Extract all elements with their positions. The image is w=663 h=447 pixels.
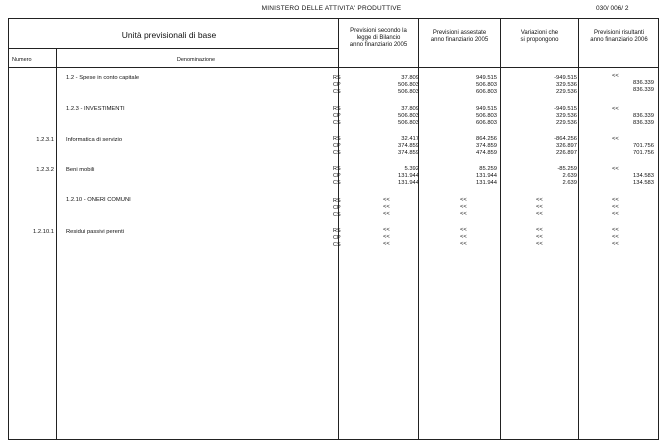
cell-value: <<	[460, 241, 467, 247]
cell-value: 606.803	[476, 120, 497, 126]
cell-value: <<	[383, 241, 390, 247]
cell-value: <<	[460, 227, 467, 233]
row-denominazione: 1.2.3 - INVESTIMENTI	[66, 106, 125, 112]
cell-value: 329.536	[556, 113, 577, 119]
row-type-rs: RS	[333, 106, 341, 112]
row-type-rs: RS	[333, 228, 341, 234]
cell-value: 5.392	[404, 166, 419, 172]
cell-value: <<	[383, 227, 390, 233]
cell-value: <<	[383, 204, 390, 210]
cell-value: <<	[536, 211, 543, 217]
cell-value: 701.756	[633, 143, 654, 149]
cell-value: -85.259	[557, 166, 577, 172]
column-header-variazioni: Variazioni che si propongono	[520, 30, 559, 43]
cell-value: 864.256	[476, 136, 497, 142]
cell-value: 37.809	[401, 106, 419, 112]
row-numero: 1.2.3.2	[36, 167, 54, 173]
cell-value: <<	[460, 197, 467, 203]
cell-value: 506.803	[398, 120, 419, 126]
cell-value: <<	[612, 136, 619, 142]
cell-value: <<	[460, 234, 467, 240]
row-numero: 1.2.3.1	[36, 137, 54, 143]
denominazione-header: Denominazione	[176, 57, 216, 63]
column-header-previsioni-risultanti: Previsioni risultanti anno finanziario 2006	[590, 30, 648, 43]
cell-value: -949.515	[554, 106, 577, 112]
row-type-cs: CS	[333, 242, 341, 248]
cell-value: 229.536	[556, 120, 577, 126]
cell-value: 85.259	[479, 166, 497, 172]
cell-value: <<	[383, 197, 390, 203]
row-type-cs: CS	[333, 212, 341, 218]
row-type-cp: CP	[333, 205, 341, 211]
row-denominazione: Residui passivi perenti	[66, 229, 124, 235]
divider-vertical	[500, 18, 501, 440]
divider-horizontal	[8, 67, 659, 68]
cell-value: 131.944	[398, 180, 419, 186]
row-type-cp: CP	[333, 235, 341, 241]
cell-value: 134.583	[633, 180, 654, 186]
cell-value: 2.639	[562, 173, 577, 179]
page-reference: 030/ 006/ 2	[596, 5, 629, 12]
cell-value: <<	[612, 73, 619, 79]
ministry-title: MINISTERO DELLE ATTIVITA' PRODUTTIVE	[261, 5, 402, 12]
cell-value: 374.859	[398, 143, 419, 149]
cell-value: <<	[612, 211, 619, 217]
cell-value: <<	[612, 166, 619, 172]
cell-value: 836.339	[633, 120, 654, 126]
row-type-cs: CS	[333, 120, 341, 126]
cell-value: 374.859	[476, 143, 497, 149]
cell-value: <<	[612, 106, 619, 112]
cell-value: -949.515	[554, 75, 577, 81]
row-type-cs: CS	[333, 150, 341, 156]
cell-value: 506.803	[398, 82, 419, 88]
cell-value: <<	[612, 227, 619, 233]
row-type-cs: CS	[333, 180, 341, 186]
cell-value: <<	[536, 227, 543, 233]
divider-vertical	[56, 48, 57, 440]
row-type-cp: CP	[333, 82, 341, 88]
row-type-rs: RS	[333, 75, 341, 81]
cell-value: 329.536	[556, 82, 577, 88]
cell-value: <<	[460, 204, 467, 210]
cell-value: 2.639	[562, 180, 577, 186]
cell-value: 226.897	[556, 150, 577, 156]
cell-value: 131.944	[476, 173, 497, 179]
cell-value: 474.859	[476, 150, 497, 156]
row-type-cp: CP	[333, 113, 341, 119]
row-type-cp: CP	[333, 173, 341, 179]
cell-value: 229.536	[556, 89, 577, 95]
divider-horizontal	[8, 48, 339, 49]
cell-value: 326.897	[556, 143, 577, 149]
cell-value: <<	[612, 204, 619, 210]
cell-value: 131.944	[398, 173, 419, 179]
cell-value: 32.417	[401, 136, 419, 142]
cell-value: <<	[536, 234, 543, 240]
cell-value: <<	[612, 234, 619, 240]
row-type-rs: RS	[333, 166, 341, 172]
numero-header: Numero	[12, 57, 32, 63]
cell-value: 506.803	[398, 89, 419, 95]
row-denominazione: Beni mobili	[66, 167, 95, 173]
row-denominazione: 1.2 - Spese in conto capitale	[66, 75, 140, 81]
row-type-rs: RS	[333, 136, 341, 142]
cell-value: <<	[612, 241, 619, 247]
divider-vertical	[578, 18, 579, 440]
cell-value: 374.859	[398, 150, 419, 156]
cell-value: 949.515	[476, 75, 497, 81]
row-type-cp: CP	[333, 143, 341, 149]
column-header-previsioni-assestate: Previsioni assestate anno finanziario 2005	[430, 30, 489, 43]
column-header-previsioni-bilancio: Previsioni secondo la legge di Bilancio anno finanziario 2005	[349, 28, 408, 48]
cell-value: <<	[536, 241, 543, 247]
cell-value: <<	[460, 211, 467, 217]
cell-value: <<	[536, 197, 543, 203]
row-type-cs: CS	[333, 89, 341, 95]
cell-value: 134.583	[633, 173, 654, 179]
cell-value: 506.803	[398, 113, 419, 119]
row-denominazione: 1.2.10 - ONERI COMUNI	[66, 197, 131, 203]
cell-value: 949.515	[476, 106, 497, 112]
row-type-rs: RS	[333, 198, 341, 204]
row-denominazione: Informatica di servizio	[66, 137, 123, 143]
row-numero: 1.2.10.1	[33, 229, 54, 235]
cell-value: 701.756	[633, 150, 654, 156]
cell-value: 836.339	[633, 80, 654, 86]
cell-value: <<	[383, 234, 390, 240]
cell-value: -864.256	[554, 136, 577, 142]
cell-value: 836.339	[633, 113, 654, 119]
cell-value: 836.339	[633, 87, 654, 93]
cell-value: 37.809	[401, 75, 419, 81]
cell-value: 131.944	[476, 180, 497, 186]
cell-value: <<	[536, 204, 543, 210]
cell-value: 606.803	[476, 89, 497, 95]
cell-value: 506.803	[476, 113, 497, 119]
unita-header: Unità previsionali di base	[121, 30, 217, 40]
cell-value: <<	[612, 197, 619, 203]
cell-value: <<	[383, 211, 390, 217]
cell-value: 506.803	[476, 82, 497, 88]
